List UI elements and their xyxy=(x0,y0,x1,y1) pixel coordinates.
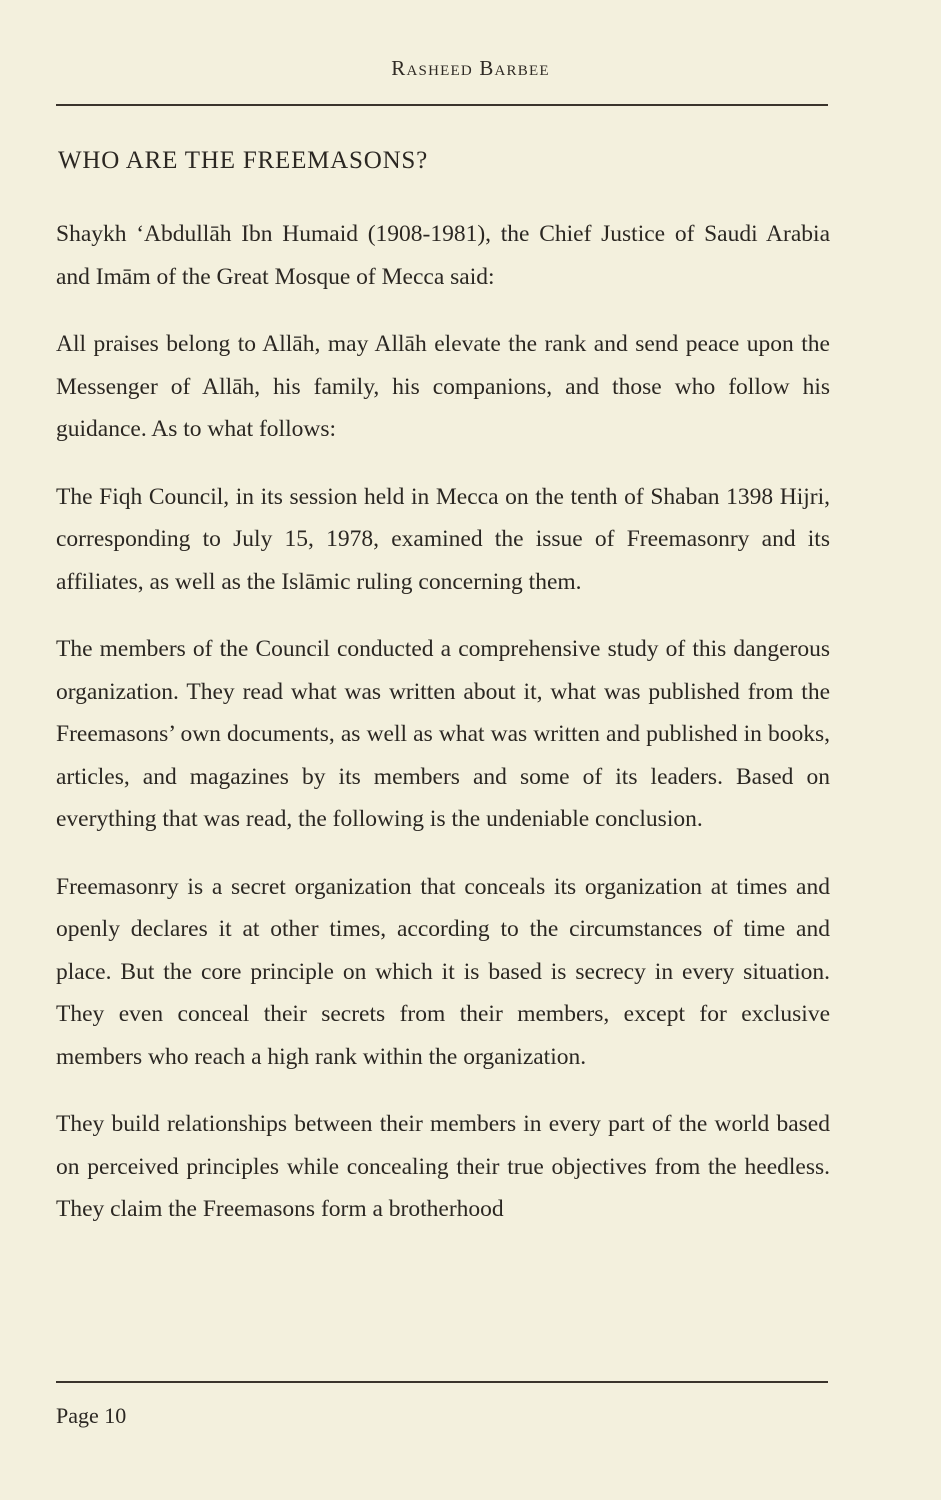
paragraph: The Fiqh Council, in its session held in Mecca on the tenth of Shaban 1398 Hijri, corresponding to July 15, 1978, examined the issue of Freemasonry and its affiliates, as well as the Islāmic ruling concerning them. xyxy=(56,483,830,595)
paragraph: Freemasonry is a secret organization that conceals its organization at times and openly declares it at other times, according to the circumstances of time and place. But the core principle on which it is based is secrecy in every situation. They even conceal their secrets from their members, except for exclusive members who reach a high rank within the organization. xyxy=(56,873,830,1070)
paragraph: Shaykh ‘Abdullāh Ibn Humaid (1908-1981), the Chief Justice of Saudi Arabia and Imām of the Great Mosque of Mecca said: xyxy=(56,221,830,290)
running-header: Rasheed Barbee xyxy=(391,56,550,80)
paragraph: The members of the Council conducted a comprehensive study of this dangerous organization. They read what was written about it, what was published from the Freemasons’ own documents, as well as what was written and published in books, articles, and magazines by its members and some of its leaders. Based on everything that was read, the following is the undeniable conclusion. xyxy=(56,636,830,832)
page-number: Page 10 xyxy=(56,1403,127,1428)
section-heading: WHO ARE THE FREEMASONS? xyxy=(58,147,429,174)
header-rule xyxy=(56,104,828,106)
paragraph: They build relationships between their members in every part of the world based on perceived principles while concealing their true objectives from the heedless. They claim the Freemasons form a brotherhood xyxy=(56,1111,830,1222)
paragraph: All praises belong to Allāh, may Allāh elevate the rank and send peace upon the Messenger of Allāh, his family, his companions, and those who follow his guidance. As to what follows: xyxy=(56,331,830,442)
footer-rule xyxy=(56,1381,828,1383)
body-text xyxy=(56,213,830,1256)
